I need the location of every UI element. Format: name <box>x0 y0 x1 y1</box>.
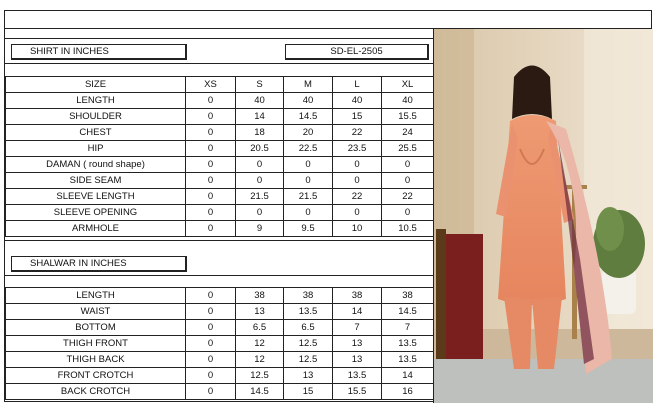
size-value: 9 <box>236 221 284 237</box>
size-value: 0 <box>236 157 284 173</box>
size-value: 40 <box>284 93 333 109</box>
size-value: 0 <box>186 352 236 368</box>
size-value: 21.5 <box>284 189 333 205</box>
table-row <box>6 125 434 141</box>
size-value: 7 <box>333 320 382 336</box>
size-value: 0 <box>186 288 236 304</box>
size-value: 38 <box>236 288 284 304</box>
size-value: 0 <box>333 173 382 189</box>
size-value: 0 <box>284 205 333 221</box>
size-value: L <box>333 77 382 93</box>
size-value: 10.5 <box>382 221 434 237</box>
size-chart-sheet <box>4 10 652 402</box>
size-value: 14.5 <box>382 304 434 320</box>
shirt-label-text: SHIRT IN INCHES <box>30 46 109 57</box>
table-row <box>6 221 434 237</box>
size-value: 21.5 <box>236 189 284 205</box>
table-row <box>6 173 434 189</box>
size-value: 22 <box>333 125 382 141</box>
row-label: LENGTH <box>6 288 186 304</box>
size-value: 0 <box>186 336 236 352</box>
size-header-row <box>6 77 434 93</box>
table-row <box>6 205 434 221</box>
size-value: XL <box>382 77 434 93</box>
row-label: SHOULDER <box>6 109 186 125</box>
row-label: FRONT CROTCH <box>6 368 186 384</box>
row-label: BOTTOM <box>6 320 186 336</box>
size-value: 15 <box>333 109 382 125</box>
size-value: 6.5 <box>236 320 284 336</box>
size-value: 12.5 <box>284 352 333 368</box>
size-value: 25.5 <box>382 141 434 157</box>
row-label: CHEST <box>6 125 186 141</box>
header-bar <box>5 11 651 29</box>
size-value: 13 <box>333 336 382 352</box>
size-value: 14 <box>236 109 284 125</box>
size-value: 0 <box>284 157 333 173</box>
size-value: 0 <box>284 173 333 189</box>
size-value: 22.5 <box>284 141 333 157</box>
size-value: 0 <box>382 205 434 221</box>
size-value: 12.5 <box>284 336 333 352</box>
size-value: 13.5 <box>382 352 434 368</box>
size-value: 40 <box>333 93 382 109</box>
size-value: 13 <box>236 304 284 320</box>
size-value: 38 <box>333 288 382 304</box>
shalwar-label-text: SHALWAR IN INCHES <box>30 258 127 269</box>
size-value: 14.5 <box>236 384 284 400</box>
size-value: 0 <box>186 320 236 336</box>
size-value: 13.5 <box>284 304 333 320</box>
product-code: SD-EL-2505 <box>330 46 383 57</box>
size-value: 0 <box>382 173 434 189</box>
shirt-size-table <box>5 76 434 237</box>
size-value: 0 <box>333 157 382 173</box>
size-value: 0 <box>186 157 236 173</box>
title-strip <box>5 29 433 39</box>
size-value: 12 <box>236 352 284 368</box>
size-value: 14 <box>333 304 382 320</box>
table-row <box>6 93 434 109</box>
model-illustration <box>434 29 653 403</box>
table-row <box>6 109 434 125</box>
size-value: 0 <box>186 189 236 205</box>
size-value: XS <box>186 77 236 93</box>
size-value: 0 <box>236 173 284 189</box>
size-value: 38 <box>382 288 434 304</box>
product-code-box <box>285 44 429 60</box>
size-value: 0 <box>236 205 284 221</box>
size-value: 10 <box>333 221 382 237</box>
table-row <box>6 189 434 205</box>
row-label: THIGH BACK <box>6 352 186 368</box>
size-value: 22 <box>333 189 382 205</box>
size-value: 0 <box>186 173 236 189</box>
row-label: DAMAN ( round shape) <box>6 157 186 173</box>
size-value: 0 <box>186 304 236 320</box>
row-label: SLEEVE LENGTH <box>6 189 186 205</box>
table-row <box>6 141 434 157</box>
size-value: 15.5 <box>382 109 434 125</box>
size-value: 38 <box>284 288 333 304</box>
size-value: 0 <box>186 221 236 237</box>
row-label: THIGH FRONT <box>6 336 186 352</box>
table-row <box>6 288 434 304</box>
size-value: 14 <box>382 368 434 384</box>
size-value: 16 <box>382 384 434 400</box>
divider <box>5 275 433 276</box>
size-value: 7 <box>382 320 434 336</box>
row-label: LENGTH <box>6 93 186 109</box>
size-value: 18 <box>236 125 284 141</box>
size-value: 13 <box>333 352 382 368</box>
size-value: S <box>236 77 284 93</box>
size-value: 12 <box>236 336 284 352</box>
size-value: 9.5 <box>284 221 333 237</box>
size-value: 40 <box>236 93 284 109</box>
shalwar-section-label <box>11 256 187 272</box>
size-value: 15.5 <box>333 384 382 400</box>
size-value: 23.5 <box>333 141 382 157</box>
table-row <box>6 336 434 352</box>
shalwar-size-table <box>5 287 434 400</box>
size-value: 0 <box>186 141 236 157</box>
row-label: HIP <box>6 141 186 157</box>
table-row <box>6 320 434 336</box>
row-label: SLEEVE OPENING <box>6 205 186 221</box>
row-label: BACK CROTCH <box>6 384 186 400</box>
size-value: 40 <box>382 93 434 109</box>
size-value: 0 <box>186 368 236 384</box>
table-row <box>6 352 434 368</box>
size-value: 0 <box>382 157 434 173</box>
size-value: 12.5 <box>236 368 284 384</box>
size-value: 0 <box>186 109 236 125</box>
table-row <box>6 384 434 400</box>
divider <box>5 240 433 241</box>
size-value: 0 <box>186 93 236 109</box>
size-value: 15 <box>284 384 333 400</box>
table-row <box>6 368 434 384</box>
size-value: 14.5 <box>284 109 333 125</box>
size-value: 20 <box>284 125 333 141</box>
size-value: 6.5 <box>284 320 333 336</box>
table-row <box>6 157 434 173</box>
model-photo <box>433 29 653 403</box>
size-value: 0 <box>333 205 382 221</box>
divider <box>5 63 433 64</box>
size-value: 13 <box>284 368 333 384</box>
size-value: 24 <box>382 125 434 141</box>
size-value: 13.5 <box>333 368 382 384</box>
table-row <box>6 304 434 320</box>
size-value: 20.5 <box>236 141 284 157</box>
size-value: 0 <box>186 384 236 400</box>
row-label: ARMHOLE <box>6 221 186 237</box>
row-label: SIZE <box>6 77 186 93</box>
size-value: 22 <box>382 189 434 205</box>
shirt-section-label <box>11 44 187 60</box>
row-label: SIDE SEAM <box>6 173 186 189</box>
size-value: 0 <box>186 125 236 141</box>
size-value: 13.5 <box>382 336 434 352</box>
row-label: WAIST <box>6 304 186 320</box>
size-value: 0 <box>186 205 236 221</box>
size-value: M <box>284 77 333 93</box>
